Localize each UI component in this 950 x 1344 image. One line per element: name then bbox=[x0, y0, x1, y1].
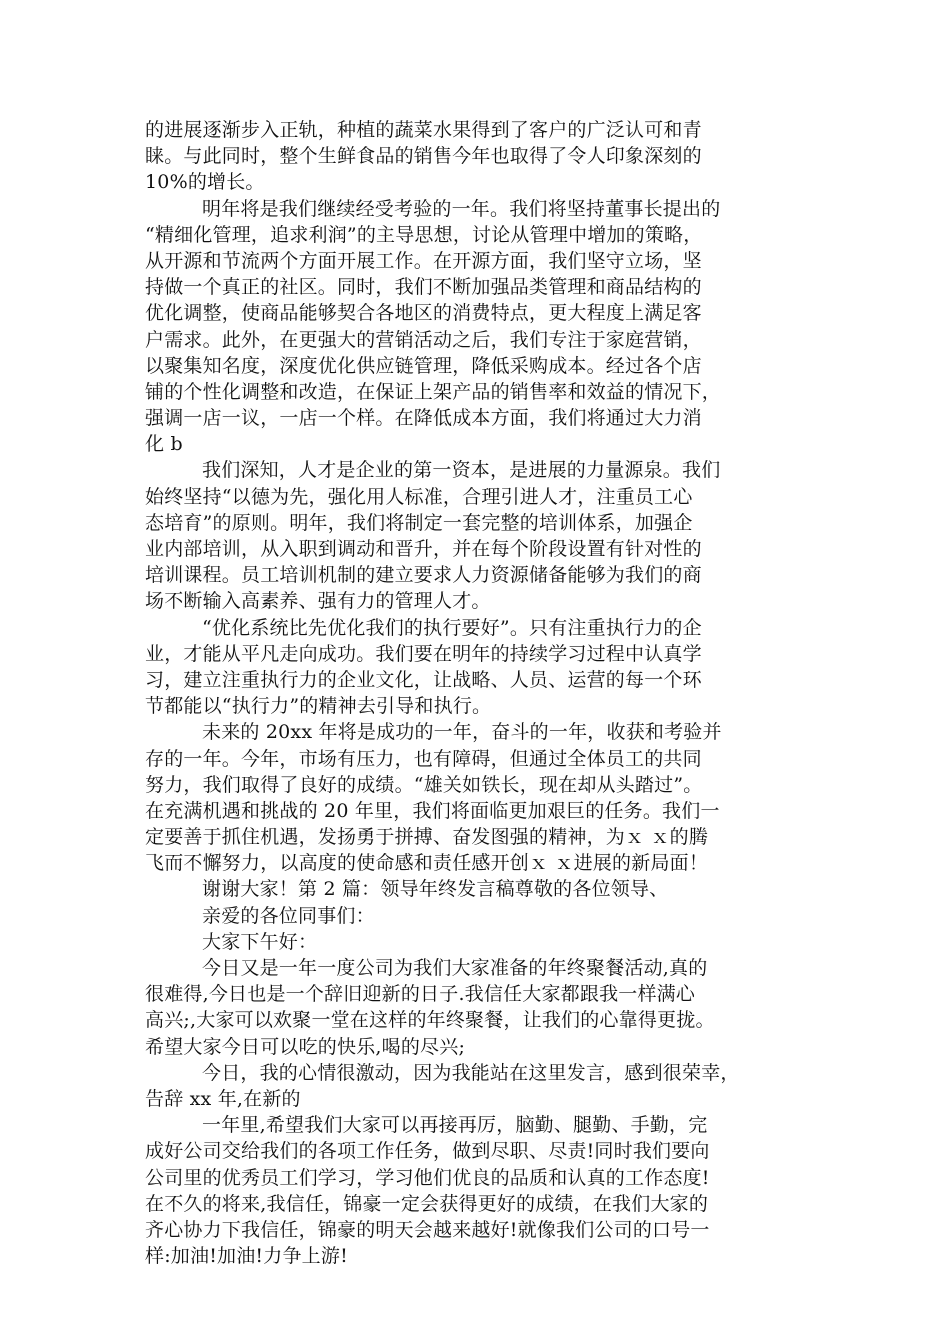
text-line: “精细化管理，追求利润”的主导思想，讨论从管理中增加的策略， bbox=[145, 223, 703, 246]
text-line: 成好公司交给我们的各项工作任务，做到尽职、尽责!同时我们要向 bbox=[145, 1140, 710, 1163]
text-line: 存的一年。今年，市场有压力，也有障碍，但通过全体员工的共同 bbox=[145, 747, 702, 770]
text-line: 铺的个性化调整和改造，在保证上架产品的销售率和效益的情况下， bbox=[145, 380, 722, 403]
text-line: 齐心协力下我信任，锦豪的明天会越来越好!就像我们公司的口号一 bbox=[145, 1218, 710, 1241]
text-line: 的进展逐渐步入正轨，种植的蔬菜水果得到了客户的广泛认可和青 bbox=[145, 119, 702, 141]
text-line: 在不久的将来,我信任，锦豪一定会获得更好的成绩，在我们大家的 bbox=[145, 1192, 709, 1215]
text-line: 大家下午好： bbox=[202, 930, 318, 953]
text-line: 明年将是我们继续经受考验的一年。我们将坚持董事长提出的 bbox=[202, 197, 721, 220]
text-line: 户需求。此外，在更强大的营销活动之后，我们专注于家庭营销， bbox=[145, 328, 702, 351]
text-line: 业，才能从平凡走向成功。我们要在明年的持续学习过程中认真学 bbox=[145, 642, 702, 665]
text-line: 一年里,希望我们大家可以再接再厉，脑勤、腿勤、手勤，完 bbox=[202, 1114, 708, 1137]
text-line: 飞而不懈努力，以高度的使命感和责任感开创ｘ ｘ进展的新局面！ bbox=[145, 852, 709, 875]
text-line: 高兴;,大家可以欢聚一堂在这样的年终聚餐，让我们的心靠得更拢。 bbox=[145, 1009, 715, 1032]
text-line: 公司里的优秀员工们学习，学习他们优良的品质和认真的工作态度! bbox=[145, 1166, 710, 1189]
text-line: 优化调整，使商品能够契合各地区的消费特点，更大程度上满足客 bbox=[145, 302, 702, 325]
text-line: 今日又是一年一度公司为我们大家准备的年终聚餐活动,真的 bbox=[202, 957, 708, 979]
text-line: 希望大家今日可以吃的快乐,喝的尽兴; bbox=[145, 1035, 466, 1058]
text-line: 很难得,今日也是一个辞旧迎新的日子.我信任大家都跟我一样满心 bbox=[145, 983, 696, 1006]
text-line: 在充满机遇和挑战的 20 年里，我们将面临更加艰巨的任务。我们一 bbox=[145, 799, 720, 822]
text-line: 以聚集知名度，深度优化供应链管理，降低采购成本。经过各个店 bbox=[145, 354, 702, 377]
text-line: 从开源和节流两个方面开展工作。在开源方面，我们坚守立场，坚 bbox=[145, 249, 702, 272]
text-line: 今日，我的心情很激动，因为我能站在这里发言，感到很荣幸， bbox=[202, 1061, 740, 1084]
text-line: 睐。与此同时，整个生鲜食品的销售今年也取得了令人印象深刻的 bbox=[145, 145, 702, 168]
text-line: 强调一店一议，一店一个样。在降低成本方面，我们将通过大力消 bbox=[145, 407, 702, 430]
text-line: 持做一个真正的社区。同时，我们不断加强品类管理和商品结构的 bbox=[145, 276, 702, 299]
text-line: 我们深知，人才是企业的第一资本，是进展的力量源泉。我们 bbox=[202, 459, 721, 482]
document-body bbox=[145, 117, 807, 1269]
text-line: 10%的增长。 bbox=[145, 171, 265, 194]
text-line: 化 b bbox=[145, 433, 183, 456]
text-line: “优化系统比先优化我们的执行要好”。只有注重执行力的企 bbox=[202, 616, 702, 639]
text-line: 业内部培训，从入职到调动和晋升，并在每个阶段设置有针对性的 bbox=[145, 538, 702, 560]
text-line: 努力，我们取得了良好的成绩。“雄关如铁长，现在却从头踏过”。 bbox=[145, 773, 703, 796]
text-line: 定要善于抓住机遇，发扬勇于拼搏、奋发图强的精神，为ｘ ｘ的腾 bbox=[145, 826, 709, 849]
text-line: 态培育”的原则。明年，我们将制定一套完整的培训体系，加强企 bbox=[145, 511, 693, 534]
text-line: 培训课程。员工培训机制的建立要求人力资源储备能够为我们的商 bbox=[145, 564, 702, 587]
text-line: 场不断输入高素养、强有力的管理人才。 bbox=[145, 590, 491, 613]
text-line: 始终坚持“以德为先，强化用人标准，合理引进人才，注重员工心 bbox=[145, 485, 693, 508]
text-line: 谢谢大家！第 2 篇：领导年终发言稿尊敬的各位领导、 bbox=[202, 878, 669, 901]
text-line: 告辞 xx 年,在新的 bbox=[145, 1087, 301, 1110]
text-line: 亲爱的各位同事们： bbox=[202, 904, 375, 927]
text-line: 习，建立注重执行力的企业文化，让战略、人员、运营的每一个环 bbox=[145, 668, 702, 691]
text-line: 节都能以“执行力”的精神去引导和执行。 bbox=[145, 695, 492, 718]
text-line: 未来的 20xx 年将是成功的一年，奋斗的一年，收获和考验并 bbox=[202, 721, 722, 744]
text-line: 样:加油!加油!力争上游! bbox=[145, 1245, 348, 1268]
